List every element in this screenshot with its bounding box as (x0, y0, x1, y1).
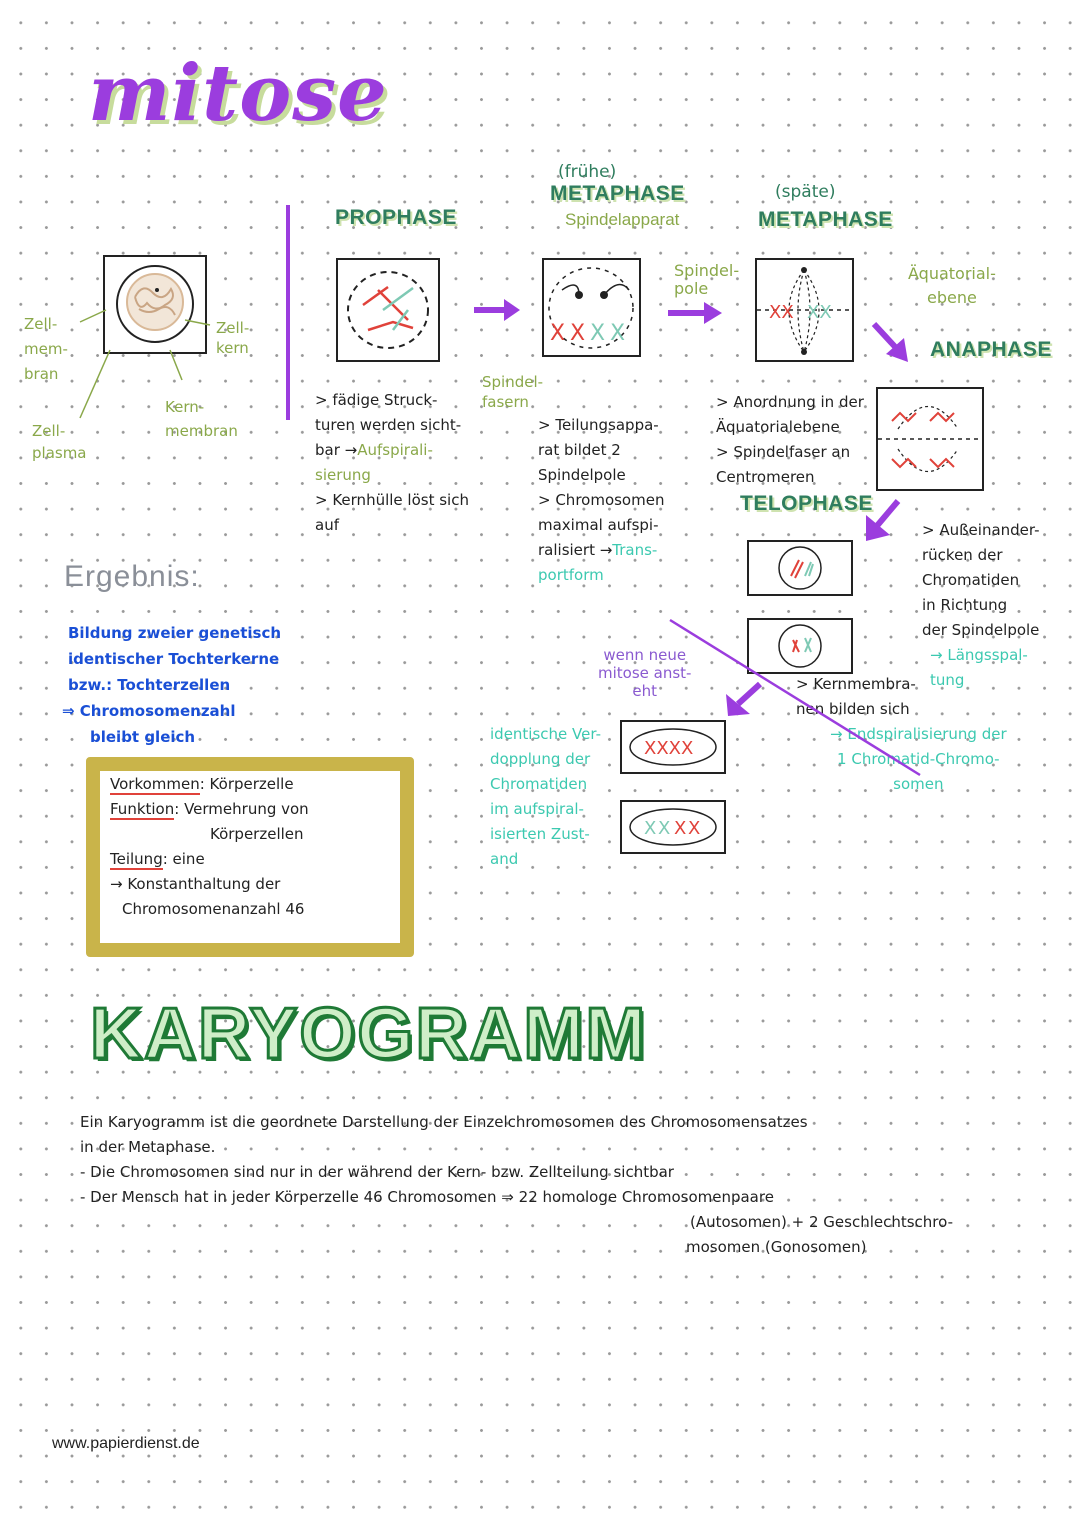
label-spindelpole: Spindel- pole (674, 261, 740, 298)
fruehe-note (538, 538, 708, 588)
anaphase-note: der Spindelpole (922, 621, 1040, 639)
anaphase-note: rücken der (922, 546, 1003, 564)
fruehe-note: > Chromosomen (538, 491, 665, 509)
anaphase-note: in Richtung (922, 596, 1008, 614)
fruehe-pre: (frühe) (558, 162, 617, 182)
svg-text:X: X (570, 321, 586, 346)
prophase-diagram (336, 258, 440, 362)
info-vorkommen-label: Vorkommen (110, 775, 200, 793)
arrow-down-left-icon (722, 680, 766, 720)
info-box-content (110, 772, 390, 922)
telophase-diagram-1 (747, 540, 853, 596)
ergebnis-line: Bildung zweier genetisch (68, 624, 282, 642)
arrow-right-icon (474, 295, 524, 325)
prophase-highlight: Aufspirali- sierung (315, 441, 433, 484)
fruehe-subtitle: Spindelapparat (565, 210, 680, 229)
fruehe-note: Spindelpole (538, 466, 626, 484)
label-spindelfasern: Spindel- fasern (482, 373, 544, 411)
svg-text:XX: XX (807, 302, 832, 323)
karyogramm-line: - Der Mensch hat in jeder Körperzelle 46 Chromosomen ⇒ 22 homologe Chromosomenpaare (80, 1188, 774, 1206)
prophase-note: > Kernhülle löst sich (315, 491, 469, 509)
divider-line (286, 205, 290, 420)
prophase-note (315, 438, 535, 488)
ergebnis-line: identischer Tochterkerne (68, 650, 280, 668)
label-zellkern: Zell- kern (216, 319, 250, 357)
label-aequatorial: Äquatorial- ebene (908, 264, 996, 307)
svg-text:X: X (674, 818, 687, 839)
karyogramm-text (80, 1110, 1060, 1260)
anaphase-diagram (876, 387, 984, 491)
footer-url: www.papierdienst.de (52, 1435, 200, 1452)
telophase-title: TELOPHASE (740, 492, 873, 515)
arrow-down-right-icon (870, 320, 914, 370)
fruehe-metaphase-diagram (542, 258, 641, 357)
label-zellplasma: Zell- plasma (32, 422, 87, 462)
fruehe-metaphase-title: METAPHASE (550, 182, 685, 205)
telophase-note: > Kernmembra- (796, 675, 916, 693)
anaphase-notes (922, 518, 1072, 693)
info-teilung-value: : eine (162, 850, 205, 868)
spaete-note: Centromeren (716, 468, 815, 486)
telophase-svg-1 (749, 542, 851, 594)
karyogramm-line: Ein Karyogramm ist die geordnete Darstellung der Einzelchromosomen des Chromosomensatzes (80, 1113, 808, 1131)
spaete-note: Äquatorialebene (716, 418, 840, 436)
fruehe-notes (538, 413, 708, 588)
replication-svg-2 (622, 802, 724, 852)
svg-text:X: X (590, 321, 606, 346)
info-konstant-2: Chromosomenanzahl 46 (122, 900, 305, 918)
fruehe-note: > Teilungsappa- (538, 416, 659, 434)
fruehe-note: maximal aufspi- (538, 516, 659, 534)
prophase-note-bar: bar → (315, 441, 358, 459)
info-teilung-label: Teilung (110, 850, 163, 868)
spaete-pre: (späte) (775, 182, 836, 202)
replication-diagram-1 (620, 720, 726, 774)
cell-label-lines (60, 280, 240, 430)
ergebnis-title: Ergebnis: (64, 560, 200, 593)
replication-note: identische Ver- dopplung der Chromatiden im aufspiral- isierten Zust- and (490, 725, 601, 868)
info-konstant-1: → Konstanthaltung der (110, 875, 281, 893)
ergebnis-line: bzw.: Tochterzellen (68, 676, 231, 694)
info-funktion (110, 797, 390, 822)
ergebnis-line: bleibt gleich (90, 728, 196, 746)
spaete-notes (716, 390, 886, 490)
karyogramm-line: mosomen (Gonosomen) (686, 1238, 867, 1256)
arrow-right-icon (668, 298, 726, 328)
anaphase-note: Chromatiden (922, 571, 1020, 589)
prophase-note: turen werden sicht- (315, 416, 462, 434)
ergebnis-line: ⇒ Chromosomenzahl (62, 702, 236, 720)
spaete-note: > Spindelfaser an (716, 443, 851, 461)
fruehe-svg (544, 260, 639, 355)
anaphase-highlight: → Längsspal- tung (930, 646, 1028, 689)
telophase-highlight: → Endspiralisierung der 1 Chromatid-Chromo- somen (830, 725, 1007, 793)
karyogramm-line: - Die Chromosomen sind nur in der während der Kern- bzw. Zellteilung sichtbar (80, 1163, 674, 1181)
anaphase-title: ANAPHASE (930, 338, 1052, 361)
info-vorkommen (110, 772, 390, 797)
spaete-svg (757, 260, 852, 360)
fruehe-note: rat bildet 2 (538, 441, 621, 459)
prophase-svg (338, 260, 438, 360)
anaphase-note: > Außeinander- (922, 521, 1040, 539)
karyogramm-line: (Autosomen) + 2 Geschlechtschro- (690, 1213, 954, 1231)
spaete-metaphase-diagram (755, 258, 854, 362)
svg-text:X: X (658, 818, 671, 839)
replication-svg-1 (622, 722, 724, 772)
svg-text:XX: XX (769, 302, 794, 323)
info-vorkommen-value: : Körperzelle (199, 775, 294, 793)
svg-text:X: X (550, 321, 566, 346)
anaphase-svg (878, 389, 982, 489)
spaete-metaphase-title: METAPHASE (758, 208, 893, 231)
info-funktion-value2: Körperzellen (210, 825, 304, 843)
new-mitose-note: wenn neue mitose anst- eht (598, 646, 692, 700)
telophase-note: nen bilden sich (796, 700, 910, 718)
prophase-title: PROPHASE (335, 206, 457, 229)
info-funktion-label: Funktion (110, 800, 175, 818)
fruehe-note-last: ralisiert → (538, 541, 613, 559)
spaete-note: > Anordnung in der (716, 393, 864, 411)
svg-text:X: X (610, 321, 626, 346)
karyogramm-line: in der Metaphase. (80, 1138, 216, 1156)
info-teilung (110, 847, 390, 872)
karyogramm-title: KARYOGRAMM (90, 994, 648, 1074)
label-zellmembran: Zell- mem- bran (24, 315, 68, 383)
svg-text:X: X (644, 818, 657, 839)
svg-text:X: X (688, 818, 701, 839)
ergebnis-text (62, 620, 282, 750)
page-title: mitose (88, 48, 388, 139)
svg-text:XXXX: XXXX (644, 738, 694, 759)
replication-diagram-2 (620, 800, 726, 854)
fruehe-highlight: Trans- portform (538, 541, 658, 584)
prophase-note: > fädige Struck- (315, 391, 438, 409)
prophase-note: auf (315, 516, 339, 534)
info-funktion-value: : Vermehrung von (174, 800, 309, 818)
label-kernmembran: Kern- membran (165, 398, 238, 440)
